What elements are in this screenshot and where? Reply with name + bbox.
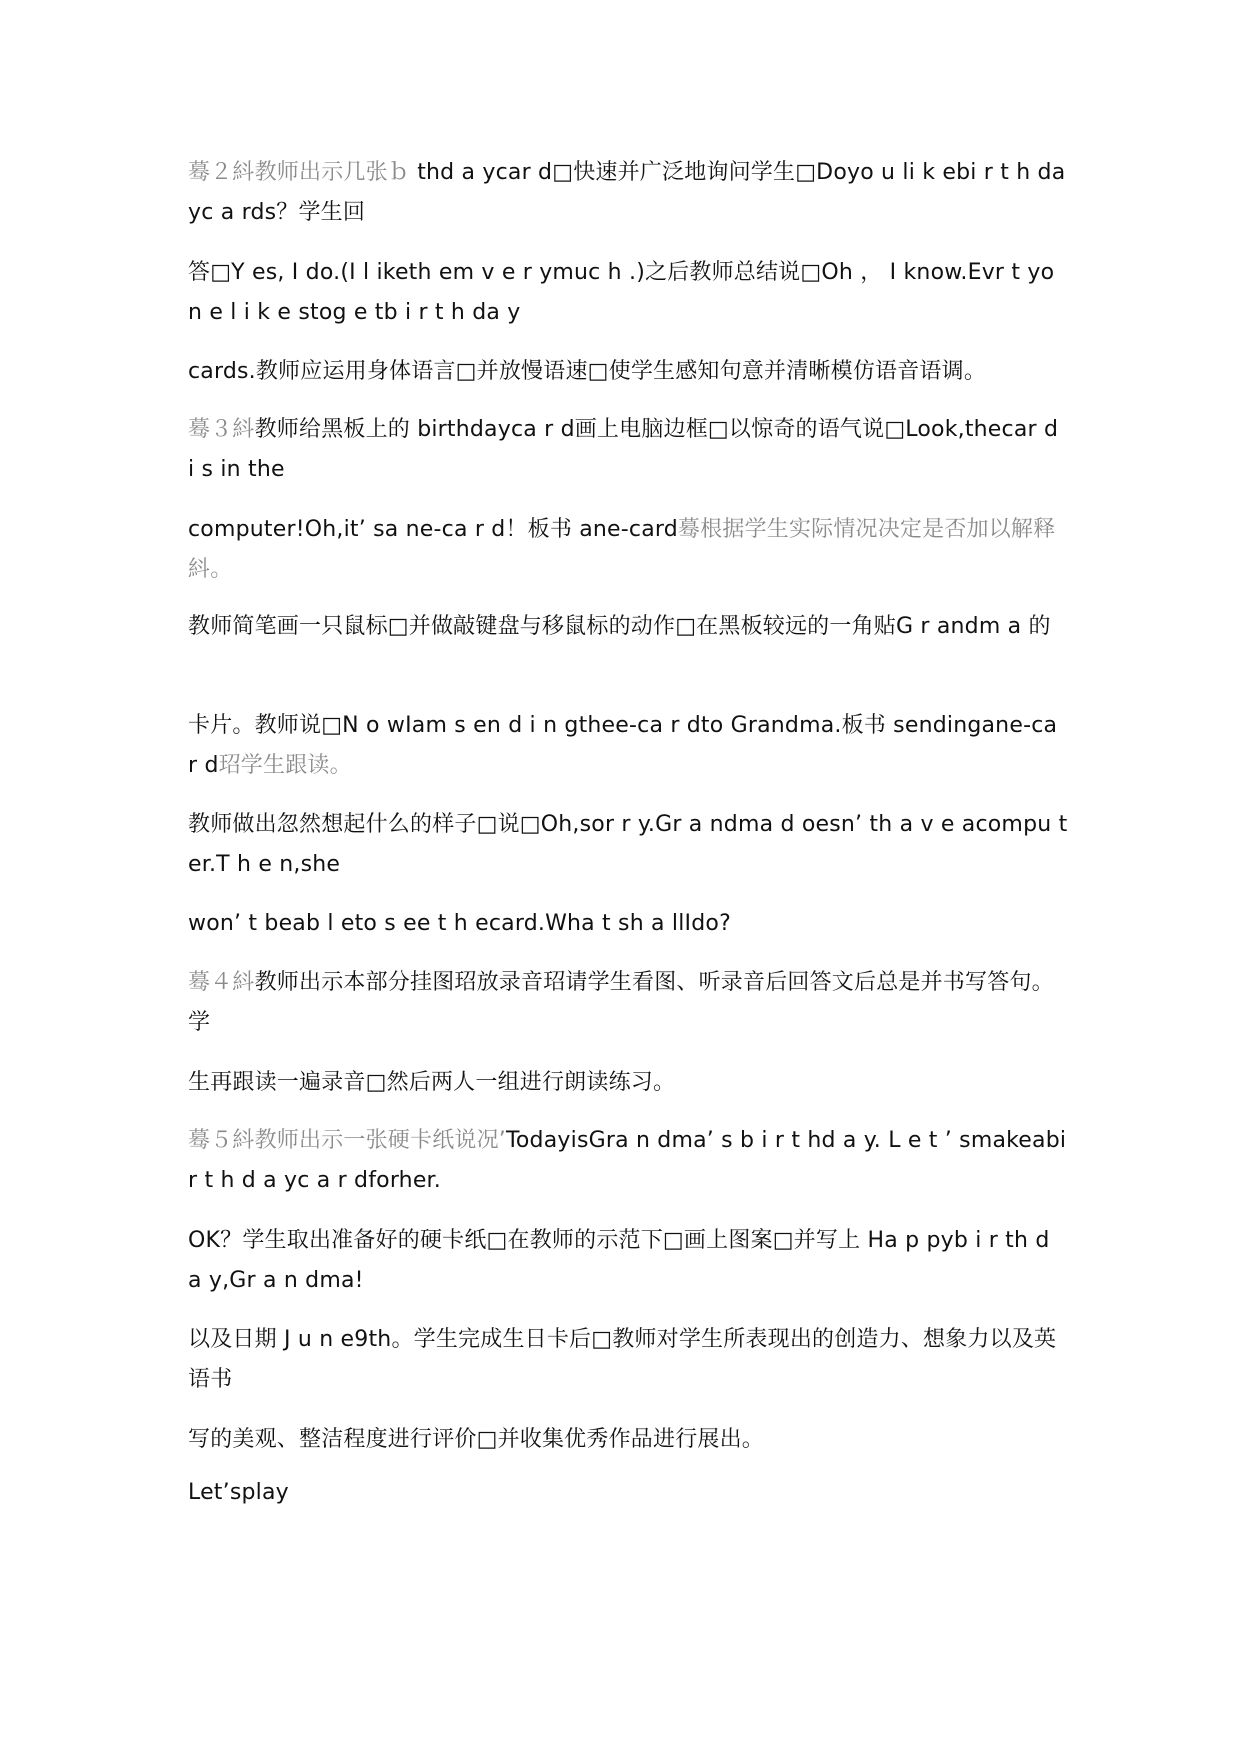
paragraph-12 xyxy=(188,1121,1068,1201)
paragraph-15 xyxy=(188,1420,1068,1460)
paragraph-3-text: cards.教师应运用身体语言□并放慢语速□使学生感知句意并清晰模仿语音语调。 xyxy=(188,359,987,384)
paragraph-12-text: TodayisGra n dma’ s b i r t hd a y. L e t ’ smakeabir t h d a yc a r dforher. xyxy=(188,1128,1067,1193)
paragraph-5-text: computer!Oh,it’ sa ne-ca r d！板书 ane-card xyxy=(188,517,678,542)
paragraph-7-note: 玿学生跟读。 xyxy=(218,753,352,778)
paragraph-14-text: 以及日期 J u n e9th。学生完成生日卡后□教师对学生所表现出的创造力、想象力以及英语书 xyxy=(188,1327,1057,1392)
paragraph-4-text: 教师给黑板上的 birthdayca r d画上电脑边框□以惊奇的语气说□Look,thecar d i s in the xyxy=(188,417,1059,482)
paragraph-14 xyxy=(188,1320,1068,1400)
paragraph-13 xyxy=(188,1221,1068,1301)
paragraph-9-text: won’ t beab l eto s ee t h ecard.Wha t sh a llIdo? xyxy=(188,911,731,936)
paragraph-7-text: 卡片。教师说□N o wIam s en d i n gthee-ca r dto Grandma.板书 sendingane-ca r d xyxy=(188,713,1058,778)
paragraph-15-text: 写的美观、整洁程度进行评价□并收集优秀作品进行展出。 xyxy=(188,1427,764,1452)
paragraph-1-text: thd a ycar d□快速并广泛地询问学生□Doyo u li k ebi r t h dayc a rds？学生回 xyxy=(188,160,1066,225)
paragraph-11-text: 生再跟读一遍录音□然后两人一组进行朗读练习。 xyxy=(188,1070,676,1095)
paragraph-5 xyxy=(188,510,1068,590)
paragraph-9 xyxy=(188,904,1068,944)
paragraph-8-text: 教师做出忽然想起什么的样子□说□Oh,sor r y.Gr a ndma d oesn’ th a v e acompu ter.T h e n,she xyxy=(188,812,1068,877)
paragraph-8 xyxy=(188,805,1068,885)
paragraph-1 xyxy=(188,153,1068,233)
paragraph-13-text: OK？学生取出准备好的硬卡纸□在教师的示范下□画上图案□并写上 Ha p pyb i r th d a y,Gr a n dma! xyxy=(188,1228,1050,1293)
section-5-marker: 蓦５紏教师出示一张硬卡纸说况’ xyxy=(188,1128,506,1153)
paragraph-10 xyxy=(188,963,1068,1043)
paragraph-5-note: 蓦根据学生实际情况决定是否加以解释紏。 xyxy=(188,517,1056,582)
paragraph-2 xyxy=(188,253,1068,333)
paragraph-16-text: Let’splay xyxy=(188,1480,289,1505)
paragraph-6 xyxy=(188,607,1068,647)
section-4-marker: 蓦４紏 xyxy=(188,970,255,995)
paragraph-11 xyxy=(188,1063,1068,1103)
section-3-marker: 蓦３紏 xyxy=(188,417,255,442)
paragraph-7 xyxy=(188,706,1068,786)
paragraph-6-text: 教师简笔画一只鼠标□并做敲键盘与移鼠标的动作□在黑板较远的一角贴G r andm a 的 xyxy=(188,614,1051,639)
paragraph-3 xyxy=(188,352,1068,392)
paragraph-4 xyxy=(188,410,1068,490)
section-2-marker: 蓦２紏教师出示几张ｂ xyxy=(188,160,411,185)
paragraph-2-text: 答□Y es, I do.(I l iketh em v e r ymuc h .)之后教师总结说□Oh ， I know.Evr t yon e l i k e stog e tb i r t h da y xyxy=(188,260,1055,325)
paragraph-10-text: 教师出示本部分挂图玿放录音玿请学生看图、听录音后回答文后总是并书写答句。学 xyxy=(188,970,1054,1035)
paragraph-16 xyxy=(188,1473,1068,1513)
